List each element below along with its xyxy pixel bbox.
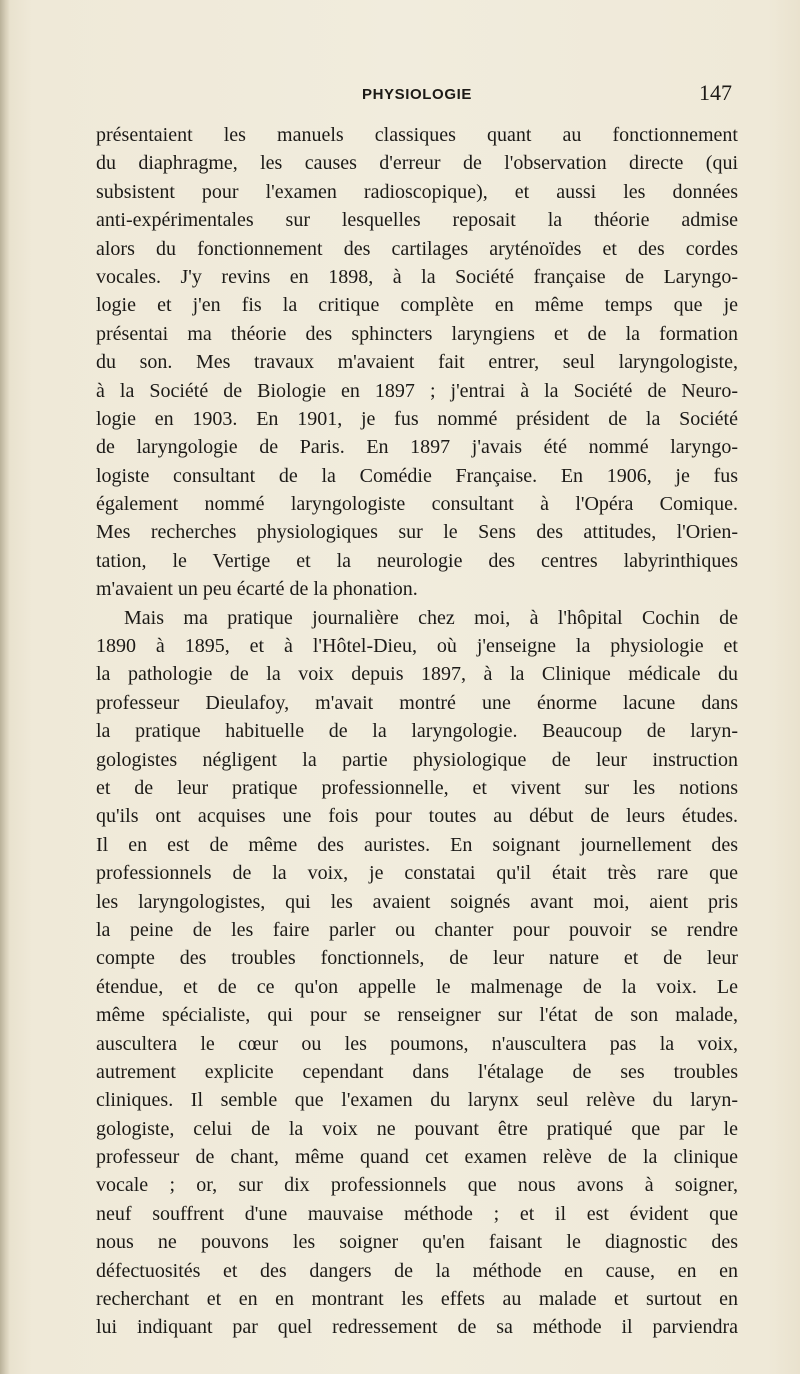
text-line: vocales. J'y revins en 1898, à la Société française de Laryngo-	[96, 265, 738, 288]
text-line: également nommé laryngologiste consultant à l'Opéra Comique.	[96, 493, 738, 516]
text-line: même spécialiste, qui pour se renseigner sur l'état de son malade,	[96, 1004, 738, 1027]
text-line: défectuosités et des dangers de la méthode en cause, en en	[96, 1259, 738, 1282]
text-line: gologiste, celui de la voix ne pouvant être pratiqué que par le	[96, 1117, 738, 1140]
text-line: de laryngologie de Paris. En 1897 j'avais été nommé laryngo-	[96, 436, 738, 459]
text-line: subsistent pour l'examen radioscopique), et aussi les données	[96, 180, 738, 203]
text-line: tation, le Vertige et la neurologie des centres labyrinthiques	[96, 549, 738, 572]
text-line: logiste consultant de la Comédie Française. En 1906, je fus	[96, 464, 738, 487]
page-header	[96, 80, 738, 110]
text-line: vocale ; or, sur dix professionnels que nous avons à soigner,	[96, 1174, 738, 1197]
text-line: recherchant et en en montrant les effets au malade et surtout en	[96, 1288, 738, 1311]
text-line: du son. Mes travaux m'avaient fait entrer, seul laryngologiste,	[96, 351, 738, 374]
text-line: professeur de chant, même quand cet examen relève de la clinique	[96, 1146, 738, 1169]
text-line: la pathologie de la voix depuis 1897, à la Clinique médicale du	[96, 663, 738, 686]
text-line: présentai ma théorie des sphincters laryngiens et de la formation	[96, 322, 738, 345]
text-line: logie en 1903. En 1901, je fus nommé président de la Société	[96, 407, 738, 430]
text-line: la peine de les faire parler ou chanter pour pouvoir se rendre	[96, 918, 738, 941]
text-line: qu'ils ont acquises une fois pour toutes au début de leurs études.	[96, 805, 738, 828]
text-line: présentaient les manuels classiques quant au fonctionnement	[96, 124, 738, 146]
running-head: PHYSIOLOGIE	[362, 86, 472, 103]
text-line: du diaphragme, les causes d'erreur de l'observation directe (qui	[96, 152, 738, 175]
text-line: gologistes négligent la partie physiologique de leur instruction	[96, 748, 738, 771]
page-number: 147	[699, 80, 732, 105]
text-line: m'avaient un peu écarté de la phonation.	[96, 578, 418, 601]
text-line: les laryngologistes, qui les avaient soignés avant moi, aient pris	[96, 890, 738, 913]
binding-edge	[0, 0, 10, 1374]
text-line: lui indiquant par quel redressement de sa méthode il parviendra	[96, 1316, 738, 1339]
text-line: compte des troubles fonctionnels, de leur nature et de leur	[96, 947, 738, 970]
text-line: professionnels de la voix, je constatai qu'il était très rare que	[96, 862, 738, 885]
text-line: cliniques. Il semble que l'examen du larynx seul relève du laryn-	[96, 1089, 738, 1112]
text-line: étendue, et de ce qu'on appelle le malmenage de la voix. Le	[96, 975, 738, 998]
text-line: la pratique habituelle de la laryngologie. Beaucoup de laryn-	[96, 720, 738, 743]
text-line: anti-expérimentales sur lesquelles reposait la théorie admise	[96, 209, 738, 232]
body-text	[96, 121, 738, 1342]
text-line: à la Société de Biologie en 1897 ; j'entrai à la Société de Neuro-	[96, 379, 738, 402]
text-line: logie et j'en fis la critique complète en même temps que je	[96, 294, 738, 317]
text-line: nous ne pouvons les soigner qu'en faisant le diagnostic des	[96, 1231, 738, 1254]
text-line: autrement explicite cependant dans l'étalage de ses troubles	[96, 1060, 738, 1083]
text-line: auscultera le cœur ou les poumons, n'auscultera pas la voix,	[96, 1032, 738, 1055]
text-line: alors du fonctionnement des cartilages aryténoïdes et des cordes	[96, 237, 738, 260]
text-line: professeur Dieulafoy, m'avait montré une énorme lacune dans	[96, 691, 738, 714]
text-line: neuf souffrent d'une mauvaise méthode ; et il est évident que	[96, 1202, 738, 1225]
text-line: Il en est de même des auristes. En soignant journellement des	[96, 833, 738, 856]
text-line: Mes recherches physiologiques sur le Sens des attitudes, l'Orien-	[96, 521, 738, 544]
text-line: 1890 à 1895, et à l'Hôtel-Dieu, où j'enseigne la physiologie et	[96, 635, 738, 658]
text-line: et de leur pratique professionnelle, et vivent sur les notions	[96, 776, 738, 799]
paragraph-first-line: Mais ma pratique journalière chez moi, à l'hôpital Cochin de	[124, 606, 738, 629]
